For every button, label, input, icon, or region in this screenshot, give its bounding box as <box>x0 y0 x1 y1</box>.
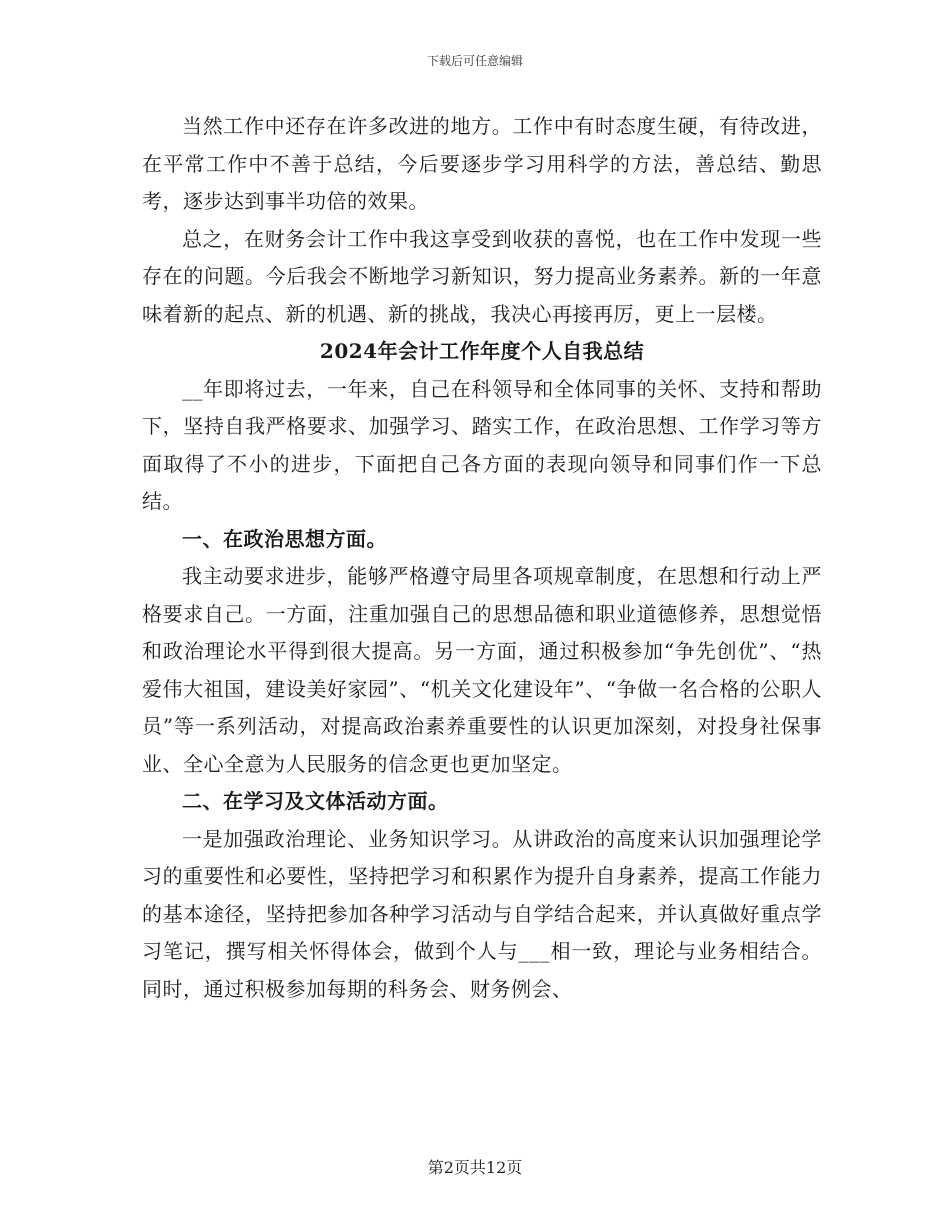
section-heading-politics: 一、在政治思想方面。 <box>182 526 387 551</box>
paragraph-intro: __年即将过去，一年来，自己在科领导和全体同事的关怀、支持和帮助下，坚持自我严格要求、加强学习、踏实工作，在政治思想、工作学习等方面取得了不小的进步，下面把自己各方面的表现向领导和同事们作一下总结。 <box>142 376 822 513</box>
document-title: 2024年会计工作年度个人自我总结 <box>319 339 645 363</box>
paragraph-conclusion: 总之，在财务会计工作中我这享受到收获的喜悦，也在工作中发现一些存在的问题。今后我会不断地学习新知识，努力提高业务素养。新的一年意味着新的起点、新的机遇、新的挑战，我决心再接再厉，更上一层楼。 <box>142 226 822 326</box>
section-heading-study: 二、在学习及文体活动方面。 <box>182 789 449 813</box>
page-header-note: 下载后可任意编辑 <box>426 54 523 68</box>
paragraph-improvement: 当然工作中还存在许多改进的地方。工作中有时态度生硬，有待改进，在平常工作中不善于总结，今后要逐步学习用科学的方法，善总结、勤思考，逐步达到事半功倍的效果。 <box>142 114 822 213</box>
page-number: 第2页共12页 <box>427 1158 523 1177</box>
paragraph-politics: 我主动要求进步，能够严格遵守局里各项规章制度，在思想和行动上严格要求自己。一方面，注重加强自己的思想品德和职业道德修养，思想觉悟和政治理论水平得到很大提高。另一方面，通过积极参加“争先创优”、“热爱伟大祖国，建设美好家园”、“机关文化建设年”、“争做一名合格的公职人员”等一系列活动，对提高政治素养重要性的认识更加深刻，对投身社保事业、全心全意为人民服务的信念更也更加坚定。 <box>142 564 822 776</box>
document-body <box>142 108 822 1008</box>
paragraph-study: 一是加强政治理论、业务知识学习。从讲政治的高度来认识加强理论学习的重要性和必要性，坚持把学习和积累作为提升自身素养，提高工作能力的基本途径，坚持把参加各种学习活动与自学结合起来，并认真做好重点学习笔记，撰写相关怀得体会，做到个人与___相一致，理论与业务相结合。同时，通过积极参加每期的科务会、财务例会、 <box>142 826 822 1001</box>
